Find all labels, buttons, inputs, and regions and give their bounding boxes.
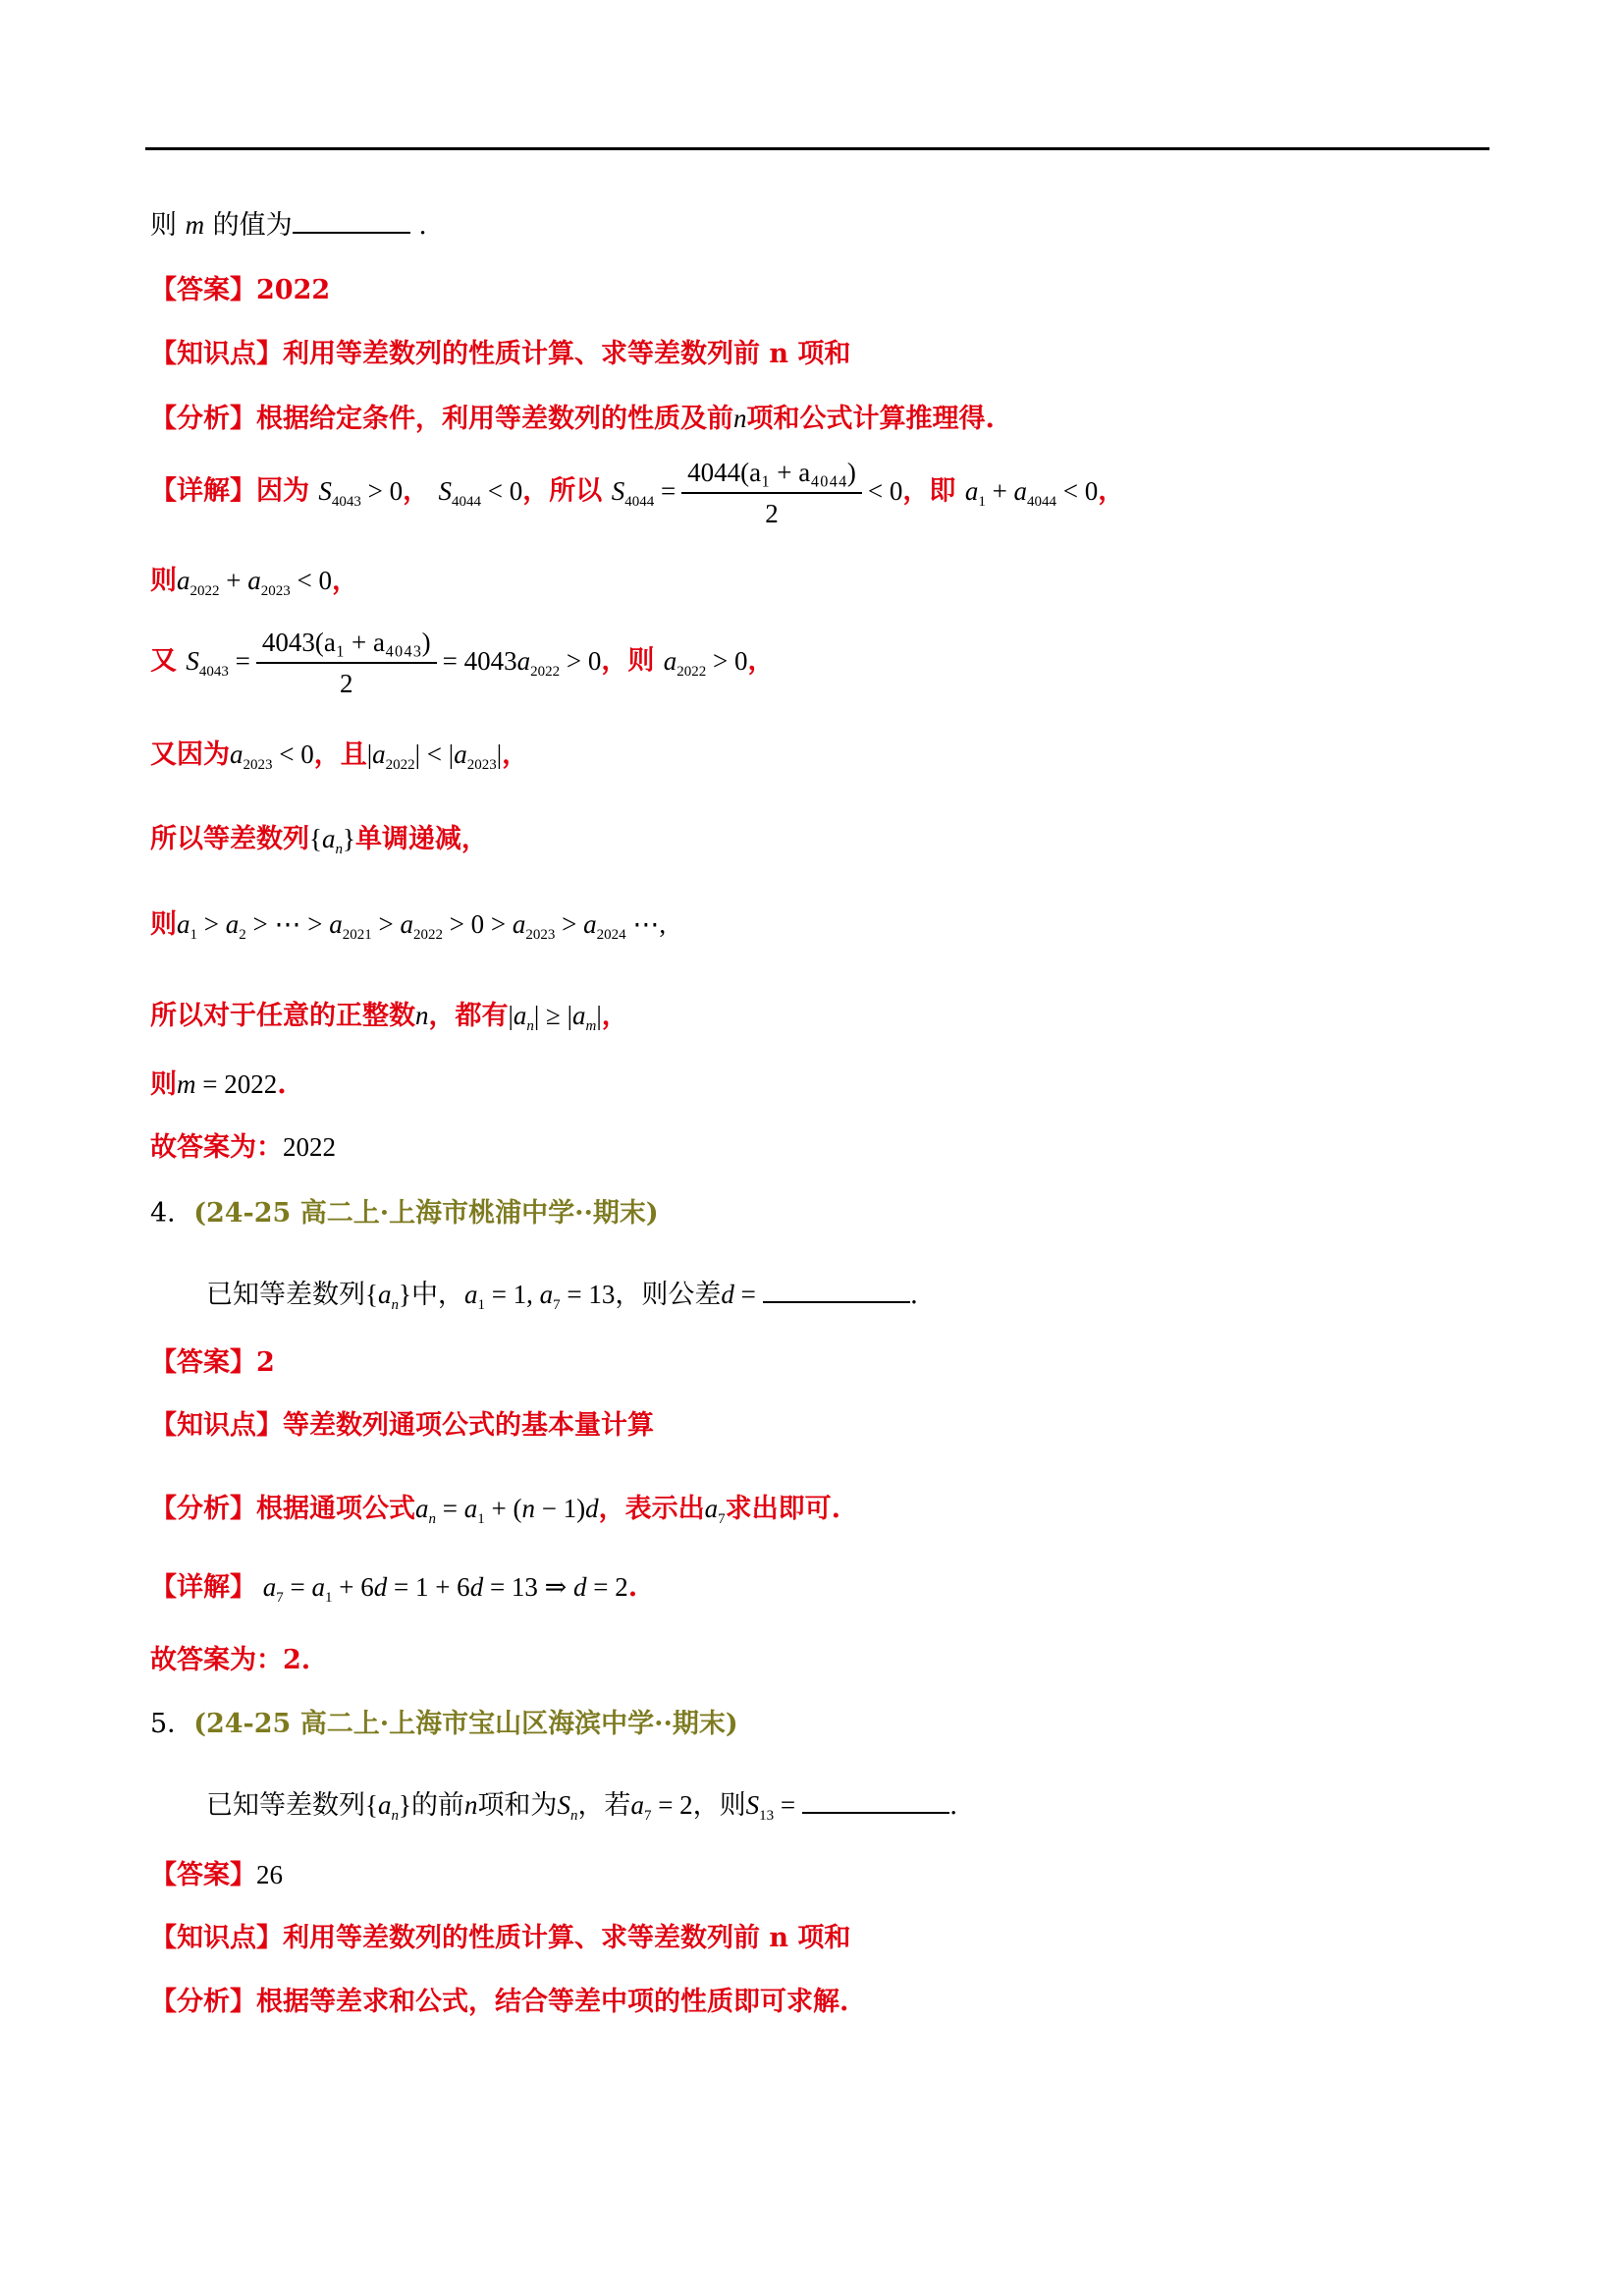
answer-value: 2022 <box>256 275 331 305</box>
var-n: n <box>733 404 747 433</box>
q4-answer <box>150 1347 275 1379</box>
text: 所以等差数列 <box>150 824 309 854</box>
q3-final-answer <box>150 1131 336 1164</box>
fraction-denominator: 2 <box>340 669 353 699</box>
final-value: 2022 <box>283 1132 336 1162</box>
text: 则 <box>150 210 186 241</box>
q3-detail-line7: 所以对于任意的正整数n，都有$|a_n| \ge |a_m|$， <box>150 1001 628 1034</box>
text: ，都有 <box>428 1001 509 1031</box>
q4-knowledge-point <box>150 1410 654 1442</box>
detail-tag: 【详解】 <box>150 475 256 507</box>
text: ，则 <box>692 1790 746 1821</box>
question-number: 5． <box>150 1709 194 1739</box>
q3-analysis <box>150 403 995 435</box>
kp-tag: 【知识点】 <box>150 1923 283 1953</box>
final-label: 故答案为： <box>150 1132 283 1163</box>
analysis-tag: 【分析】 <box>150 404 256 434</box>
text: ，则公差 <box>615 1280 722 1310</box>
text: 的值为 <box>204 210 293 241</box>
text: . <box>909 1280 919 1310</box>
q5-answer <box>150 1859 283 1891</box>
text: ， <box>1098 475 1125 507</box>
text: . <box>409 210 427 241</box>
kp-text: 等差数列通项公式的基本量计算 <box>283 1410 654 1441</box>
text: 又 <box>150 645 177 677</box>
fraction-denominator: 2 <box>765 499 779 529</box>
text: 项和为 <box>477 1790 558 1821</box>
q3-detail-line1: 【详解】因为 $S_{4043} > 0$， $S_{4044} < 0$，所以 $S_{4044}$ = $\frac{\text{4044(a₁ + a₄₀₄₄)}}{2}$ < 0，即 $a_1 + a_{4044} < 0$， <box>150 458 1125 529</box>
q3-answer <box>150 275 330 306</box>
q4-detail: 【详解】 $a_7 = a_1 + 6d = 1 + 6d = 13$ ⇒ d = 2. <box>150 1572 638 1606</box>
answer-tag: 【答案】 <box>150 1347 256 1378</box>
text: ， <box>502 739 529 770</box>
kp-text: 利用等差数列的性质计算、求等差数列前 n 项和 <box>283 1923 851 1953</box>
analysis-text: 根据等差求和公式，结合等差中项的性质即可求解. <box>256 1987 849 2017</box>
q5-header <box>150 1709 738 1740</box>
kp-tag: 【知识点】 <box>150 339 283 369</box>
q3-detail-line6: 则$a_1 > a_2$ > ⋯ > $a_{2021} > a_{2022} > 0 > a_{2023} > a_{2024}$ ⋯, <box>150 909 667 943</box>
q3-detail-line2: 则$a_{2022} + a_{2023} < 0$， <box>150 566 358 599</box>
q4-header <box>150 1198 659 1230</box>
question-source: (24-25 高二上·上海市桃浦中学··期末) <box>193 1198 659 1229</box>
text: ，即 <box>902 475 956 507</box>
text: 求出即可. <box>725 1494 841 1524</box>
text: ，所以 <box>522 475 603 507</box>
answer-value: 26 <box>256 1860 283 1889</box>
text: 已知等差数列 <box>206 1280 365 1310</box>
answer-blank <box>293 210 410 234</box>
text: ，则 <box>601 645 655 677</box>
q3-detail-line4: 又因为$a_{2023} < 0$，且$|a_{2022}| < |a_{2023}|$， <box>150 739 529 773</box>
q3-question-tail <box>150 209 427 242</box>
text: ， <box>331 566 358 596</box>
analysis-tag: 【分析】 <box>150 1494 256 1524</box>
question-source: (24-25 高二上·上海市宝山区海滨中学··期末) <box>193 1709 738 1739</box>
analysis-tag: 【分析】 <box>150 1987 256 2017</box>
var-m: m <box>185 210 205 240</box>
text: 因为 <box>256 475 309 507</box>
kp-text: 利用等差数列的性质计算、求等差数列前 n 项和 <box>283 339 851 369</box>
answer-tag: 【答案】 <box>150 1860 256 1890</box>
fraction-numerator: 4043(a₁ + a₄₀₄₃) <box>256 627 437 664</box>
text: 又因为 <box>150 739 230 770</box>
text: ，且 <box>313 739 367 770</box>
q3-detail-line8: 则m = 2022. <box>150 1069 287 1100</box>
answer-tag: 【答案】 <box>150 275 256 305</box>
var-n: n <box>415 1001 429 1030</box>
fraction-numerator: 4044(a₁ + a₄₀₄₄) <box>681 457 862 494</box>
var-n: n <box>463 1790 478 1820</box>
text: . <box>277 1069 287 1100</box>
text: . <box>627 1572 638 1603</box>
text: ， <box>403 475 430 507</box>
text: 根据通项公式 <box>256 1494 415 1524</box>
text: 则 <box>150 1069 177 1100</box>
q3-knowledge-point <box>150 339 850 370</box>
q4-stem: 已知等差数列$\{a_n\}$中，$a_1 = 1$, $a_7 = 13$，则公差d = . <box>206 1280 919 1313</box>
kp-tag: 【知识点】 <box>150 1410 283 1441</box>
text: 项和公式计算推理得. <box>746 404 995 434</box>
text: 单调递减， <box>354 824 488 854</box>
q4-final-answer <box>150 1645 310 1676</box>
question-number: 4． <box>150 1198 194 1229</box>
q5-stem: 已知等差数列$\{a_n\}$的前n项和为$S_n$，若$a_7 = 2$，则$S_{13}$ = . <box>206 1790 958 1824</box>
answer-value: 2 <box>256 1347 275 1378</box>
text: 则 <box>150 909 177 940</box>
answer-blank <box>802 1790 949 1814</box>
detail-tag: 【详解】 <box>150 1572 256 1603</box>
text: ，若 <box>577 1790 631 1821</box>
q4-analysis: 【分析】根据通项公式$a_n = a_1 + (n - 1)d$，表示出$a_7$求出即可. <box>150 1494 841 1527</box>
text: . <box>948 1790 958 1821</box>
text: 已知等差数列 <box>206 1790 365 1821</box>
text: ，表示出 <box>598 1494 705 1524</box>
q5-knowledge-point <box>150 1923 850 1954</box>
text: 根据给定条件，利用等差数列的性质及前 <box>256 404 733 434</box>
text: ， <box>747 645 775 677</box>
header-rule <box>145 147 1489 150</box>
q5-analysis <box>150 1987 848 2018</box>
answer-blank <box>763 1280 910 1303</box>
q3-detail-line5: 所以等差数列$\{a_n\}$单调递减， <box>150 824 488 857</box>
text: 的前 <box>410 1790 464 1821</box>
text: ， <box>601 1001 628 1031</box>
text: 中， <box>410 1280 464 1310</box>
text: 所以对于任意的正整数 <box>150 1001 415 1031</box>
text: 则 <box>150 566 177 596</box>
final-answer: 故答案为：2. <box>150 1645 311 1675</box>
q3-detail-line3: 又 $S_{4043}$ = $\frac{\text{4043(a₁ + a₄₀₄₃)}}{2}$ = $4043a_{2022} > 0$，则 $a_{2022} > 0$， <box>150 628 775 699</box>
